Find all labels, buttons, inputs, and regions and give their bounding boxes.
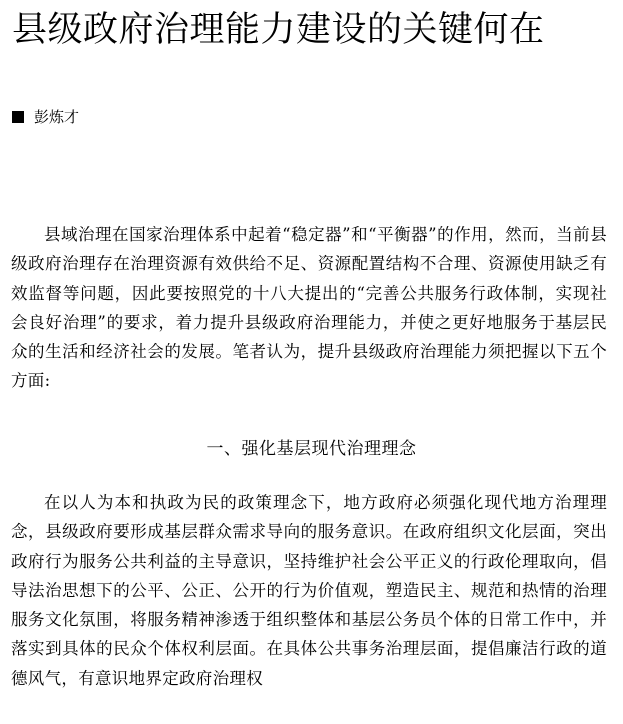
author-line — [12, 106, 79, 128]
section-paragraph: 在以人为本和执政为民的政策理念下，地方政府必须强化现代地方治理理念，县级政府要形成基层群众需求导向的服务意识。在政府组织文化层面，突出政府行为服务公共利益的主导意识，坚持维护社会公平正义的行政伦理取向，倡导法治思想下的公平、公正、公开的行为价值观，塑造民主、规范和热情的治理服务文化氛围，将服务精神渗透于组织整体和基层公务员个体的日常工作中，并落实到具体的民众个体权利层面。在具体公共事务治理层面，提倡廉洁行政的道德风气，有意识地界定政府治理权 — [11, 493, 607, 688]
author-name: 彭炼才 — [34, 108, 80, 126]
intro-paragraph: 县域治理在国家治理体系中起着“稳定器”和“平衡器”的作用，然而，当前县级政府治理存在治理资源有效供给不足、资源配置结构不合理、资源使用缺乏有效监督等问题，因此要按照党的十八大提出的“完善公共服务行政体制，实现社会良好治理”的要求，着力提升县级政府治理能力，并使之更好地服务于基层民众的生活和经济社会的发展。笔者认为，提升县级政府治理能力须把握以下五个方面: — [11, 225, 607, 391]
square-bullet-icon — [12, 111, 24, 123]
section-heading: 一、强化基层现代治理理念 — [206, 439, 417, 459]
article-title: 县级政府治理能力建设的关键何在 — [12, 10, 545, 50]
